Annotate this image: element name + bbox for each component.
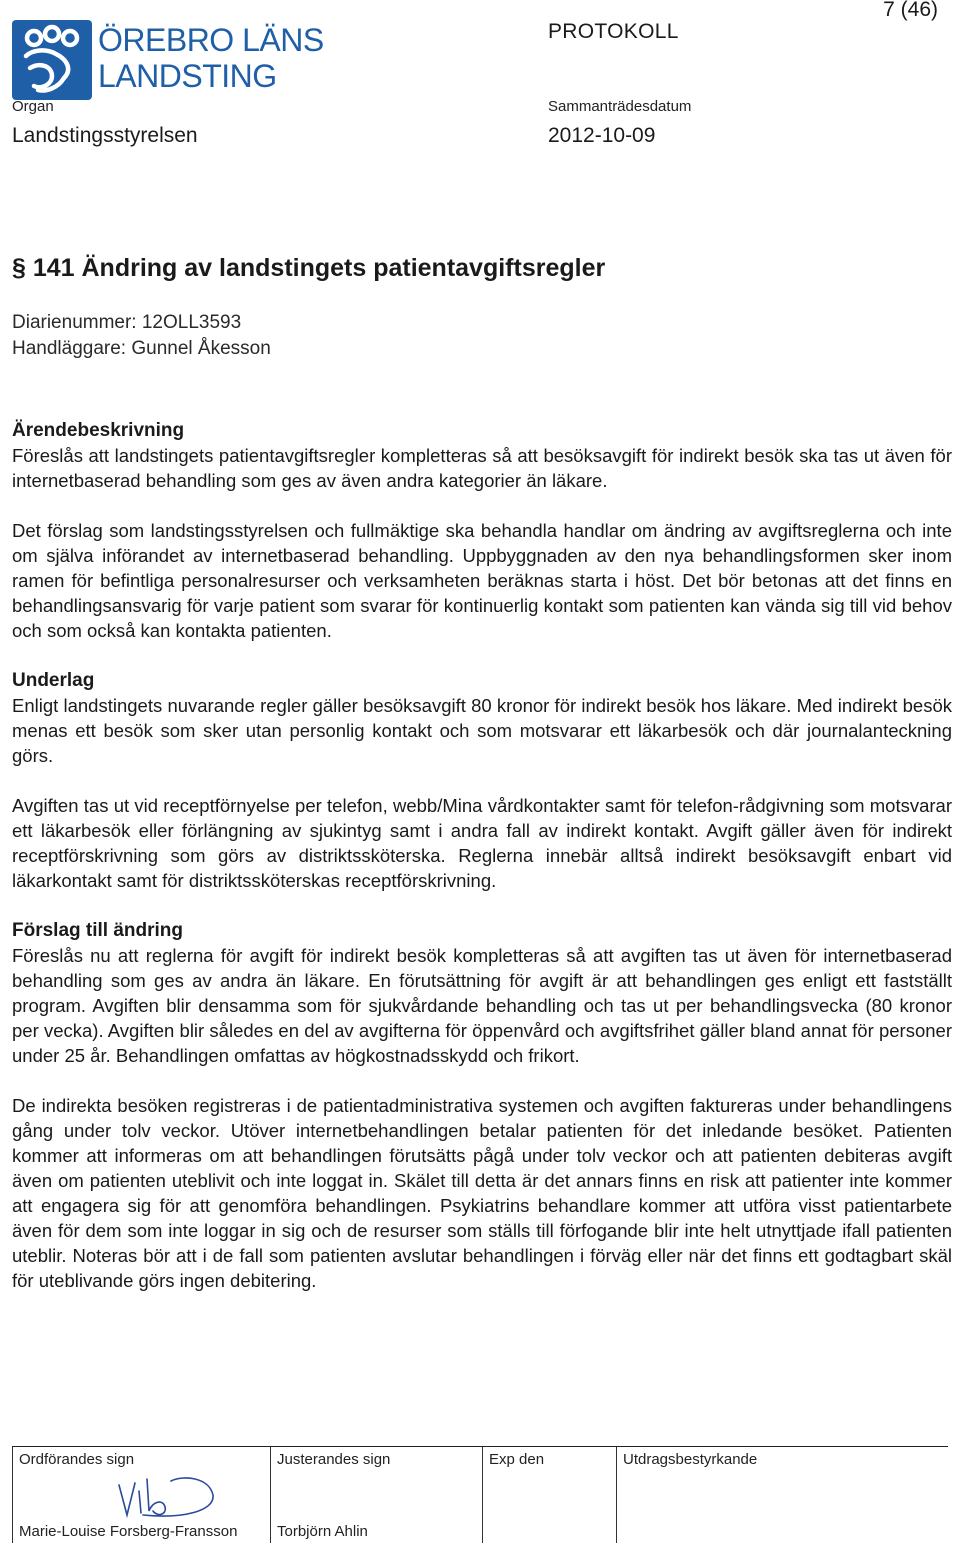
date-value: 2012-10-09	[548, 124, 656, 147]
handlaggare: Handläggare: Gunnel Åkesson	[12, 338, 271, 359]
ordforande-cell	[12, 1447, 271, 1543]
paragraph-6: De indirekta besöken registreras i de patientadministrativa systemen och avgiften faktureras under behandlingens gång under tolv veckor. Utöver internetbehandlingen betalar patienten för det inledande besöket. Patienten kommer att informeras om att behandlingen förutsätts pågå under tolv veckor och att patienten debiteras avgift även om patienten uteblivit och inte loggat in. Skälet till detta är det annars finns en risk att patienter inte kommer att engagera sig för att genomföra behandlingen. Psykiatrins behandlare kommer att utföra visst patientarbete även för dem som inte loggar in sig och de resurser som ställs till förfogande blir inte helt utnyttjade ifall patienten uteblir. Noteras bör att i de fall som patienten avslutar behandlingen i förväg eller när det finns ett godtagbart skäl för uteblivande görs ingen debitering.	[12, 1095, 952, 1291]
justerande-cell	[270, 1447, 483, 1543]
exp-den-label: Exp den	[489, 1451, 545, 1468]
paragraph-2: Det förslag som landstingsstyrelsen och fullmäktige ska behandla handlar om ändring av avgiftsreglerna och inte om själva införandet av internetbaserad behandling. Uppbyggnaden av den nya behandlingsformen sker inom ramen för befintliga personalresurser och verksamheten beräknas starta i höst. Det bör betonas att det finns en behandlingsansvarig för varje patient som svarar för kontinuerlig kontakt som patienten kan vända sig till vid behov och som också kan kontakta patienten.	[12, 520, 952, 641]
heading-forslag: Förslag till ändring	[12, 920, 184, 941]
utdrag-cell	[616, 1447, 949, 1543]
diarienummer: Diarienummer: 12OLL3593	[12, 312, 242, 333]
landsting-logo-icon	[12, 20, 92, 100]
ordforande-label: Ordförandes sign	[19, 1451, 135, 1468]
signature-table	[12, 1446, 948, 1543]
paragraph-1: Föreslås att landstingets patientavgiftsregler kompletteras så att besöksavgift för indirekt besök ska tas ut även för internetbaserad behandling som ges av även andra kategorier än läkare.	[12, 445, 952, 491]
page-number: 7 (46)	[883, 0, 938, 21]
handwritten-signature	[113, 1471, 223, 1523]
org-name	[98, 22, 324, 94]
exp-den-cell	[482, 1447, 617, 1543]
justerande-label: Justerandes sign	[277, 1451, 391, 1468]
paragraph-4: Avgiften tas ut vid receptförnyelse per telefon, webb/Mina vårdkontakter samt för telefon-rådgivning som motsvarar ett läkarbesök eller förlängning av sjukintyg samt i andra fall av indirekt kontakt. Avgift gäller även för indirekt receptförskrivning som görs av distriktssköterska. Reglerna innebär alltså indirekt besöksavgift enbart vid läkarkontakt samt för distriktssköterskas receptförskrivning.	[12, 795, 952, 891]
utdrag-label: Utdragsbestyrkande	[623, 1451, 758, 1468]
paragraph-3: Enligt landstingets nuvarande regler gäller besöksavgift 80 kronor för indirekt besök hos läkare. Med indirekt besök menas ett besök som sker utan personlig kontakt och som motsvarar ett läkarbesök och där journalanteckning görs.	[12, 695, 952, 766]
paragraph-5: Föreslås nu att reglerna för avgift för indirekt besök kompletteras så att avgiften tas ut även för internetbaserad behandling som ges av andra än läkare. En förutsättning för avgift är att behandlingen ges enligt ett fastställt program. Avgiften blir densamma som för sjukvårdande behandling och tas ut per behandlingsvecka (80 kronor per vecka). Avgiften blir således en del av avgifterna för öppenvård och avgiftsfrihet gäller bland annat för personer under 25 år. Behandlingen omfattas av högkostnadsskydd och frikort.	[12, 945, 952, 1066]
heading-arendebeskrivning: Ärendebeskrivning	[12, 420, 185, 441]
justerande-name: Torbjörn Ahlin	[277, 1523, 368, 1540]
document-body	[12, 418, 952, 1318]
org-name-line2: LANDSTING	[98, 58, 277, 94]
date-label: Sammanträdesdatum	[548, 98, 692, 115]
heading-underlag: Underlag	[12, 670, 95, 691]
ordforande-name: Marie-Louise Forsberg-Fransson	[19, 1523, 238, 1540]
org-name-line1: ÖREBRO LÄNS	[98, 22, 324, 58]
organ-label: Organ	[12, 98, 54, 115]
document-type: PROTOKOLL	[548, 20, 679, 43]
page-title: § 141 Ändring av landstingets patientavgiftsregler	[12, 254, 606, 282]
organ-value: Landstingsstyrelsen	[12, 124, 198, 147]
